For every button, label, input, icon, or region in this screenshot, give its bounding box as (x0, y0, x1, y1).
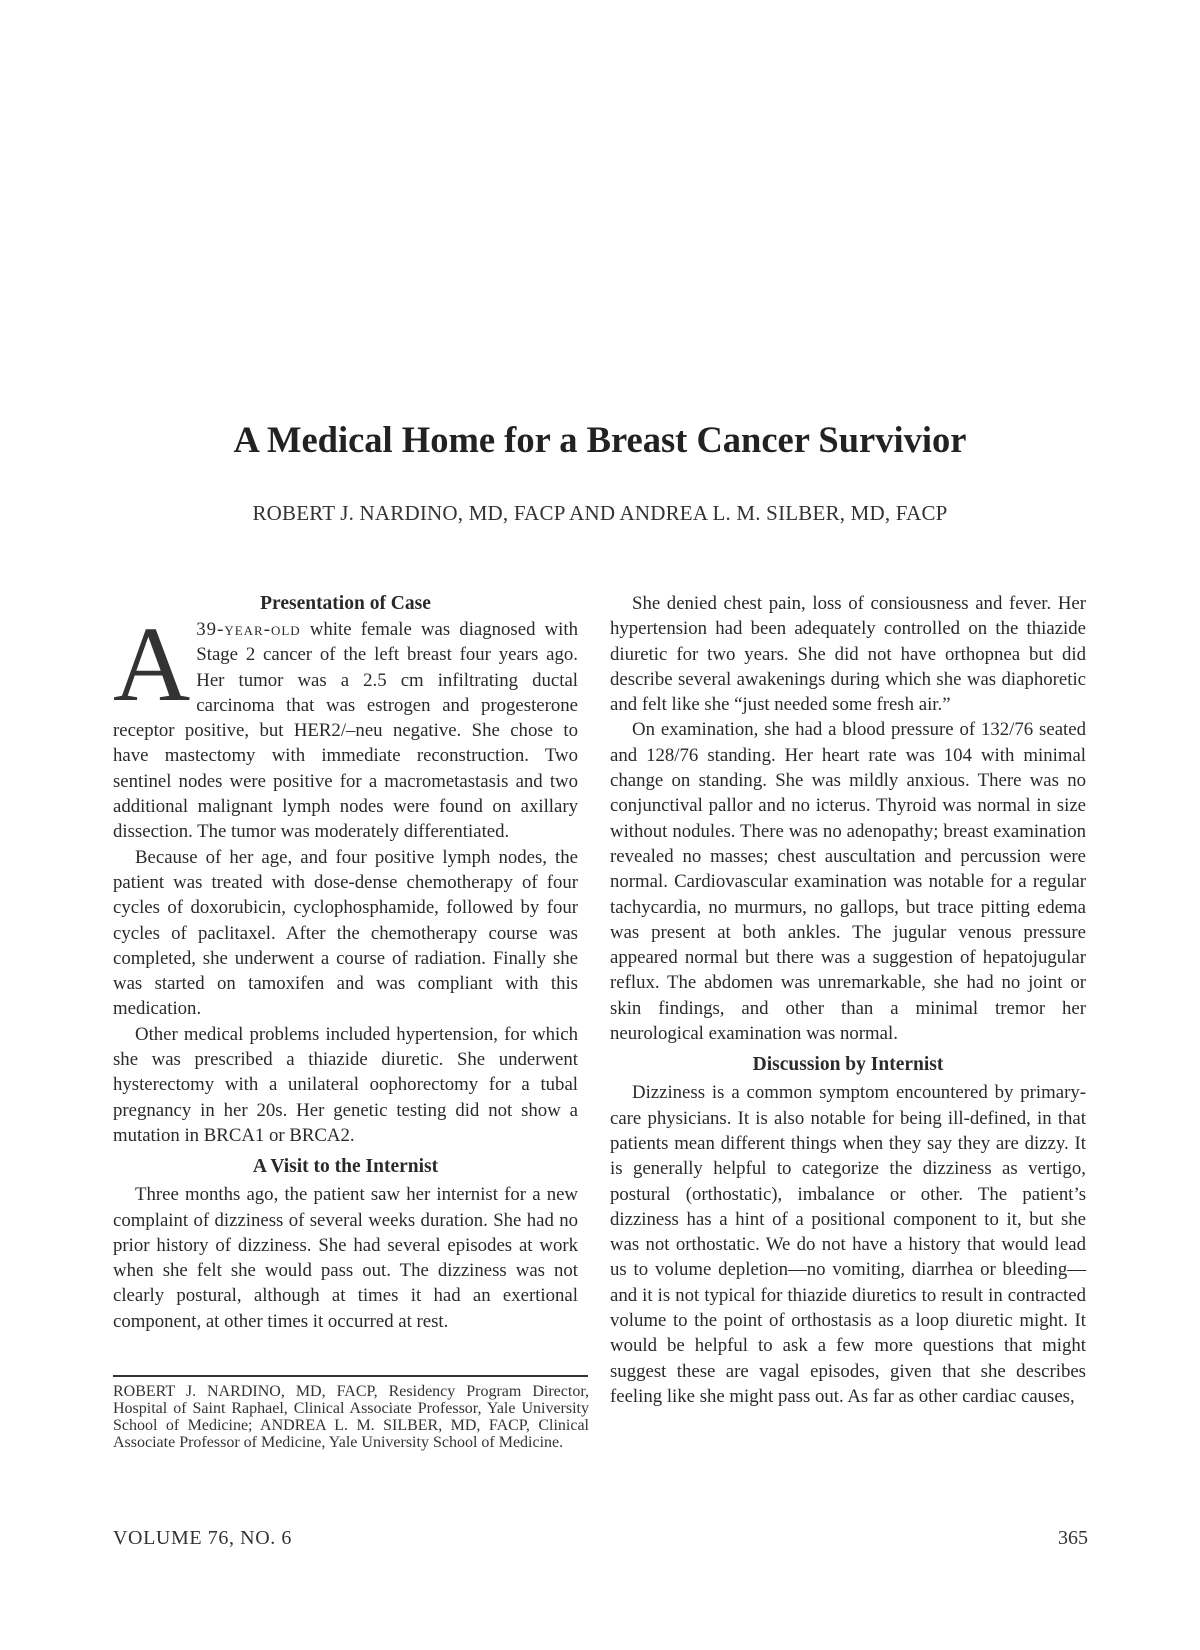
journal-volume: VOLUME 76, NO. 6 (113, 1527, 293, 1549)
author-footnote: ROBERT J. NARDINO, MD, FACP, Residency Program Director, Hospital of Saint Raphael, Clinical Associate Professor, Yale University School of Medicine; ANDREA L. M. SILBER, MD, FACP, Clinical Associate Professor of Medicine, Yale University School of Medicine. (113, 1383, 589, 1451)
paragraph-discussion: Dizziness is a common symptom encountered by primary-care physicians. It is also notable for being ill-defined, in that patients mean different things when they say they are dizzy. It is generally helpful to categorize the dizziness as vertigo, postural (orthostatic), imbalance or other. The patient’s dizziness has a hint of a positional component to it, but she was not orthostatic. We do not have a history that would lead us to volume depletion—no vomiting, diarrhea or bleeding—and it is not typical for thiazide diuretics to result in contracted volume to the point of orthostasis as a loop diuretic might. It would be helpful to ask a few more questions that might suggest these are vagal episodes, given that she describes feeling like she might pass out. As far as other cardiac causes, (610, 1082, 1086, 1407)
paragraph-visit: Three months ago, the patient saw her internist for a new complaint of dizziness of several weeks duration. She had no prior history of dizziness. She had several episodes at work when she felt she would pass out. The dizziness was not clearly postural, although at times it had an exertional component, at other times it occurred at rest. (113, 1184, 578, 1332)
opening-smallcaps: 39-year-old (196, 619, 301, 640)
drop-cap: A (113, 606, 191, 724)
section-heading-discussion: Discussion by Internist (752, 1054, 944, 1076)
article-authors: ROBERT J. NARDINO, MD, FACP AND ANDREA L. M. SILBER, MD, FACP (252, 501, 948, 525)
paragraph-case-intro (113, 606, 578, 845)
section-heading-visit: A Visit to the Internist (252, 1156, 439, 1178)
paragraph-text: white female was diagnosed with Stage 2 cancer of the left breast four years ago. Her tumor was a 2.5 cm infiltrating ductal carcinoma that was estrogen and progesterone receptor positive, but HER2/–neu negative. She chose to have mastectomy with immediate reconstruction. Two sentinel nodes were positive for a macrometastasis and two additional malignant lymph nodes were found on axillary dissection. The tumor was moderately differentiated. (113, 619, 578, 843)
article-title: A Medical Home for a Breast Cancer Survivior (233, 419, 967, 460)
right-column (610, 591, 1086, 1409)
paragraph-examination: On examination, she had a blood pressure of 132/76 seated and 128/76 standing. Her heart rate was 104 with minimal change on standing. She was mildly anxious. There was no conjunctival pallor and no icterus. Thyroid was normal in size without nodules. There was no adenopathy; breast examination revealed no masses; chest auscultation and percussion were normal. Cardiovascular examination was notable for a regular tachycardia, no murmurs, no gallops, but trace pitting edema was present at both ankles. The jugular venous pressure appeared normal but there was a suggestion of hepatojugular reflux. The abdomen was unremarkable, she had no joint or skin findings, and other than a minimal tremor her neurological examination was normal. (610, 719, 1086, 1045)
footnote-rule (113, 1375, 588, 1377)
paragraph-symptoms: She denied chest pain, loss of consiousness and fever. Her hypertension had been adequately controlled on the thiazide diuretic for two years. She did not have orthopnea but did describe several awakenings during which she was diaphoretic and felt like she “just needed some fresh air.” (610, 593, 1086, 716)
paragraph-medical-history: Other medical problems included hypertension, for which she was prescribed a thiazide diuretic. She underwent hysterectomy with a unilateral oophorectomy for a tubal pregnancy in her 20s. Her genetic testing did not show a mutation in BRCA1 or BRCA2. (113, 1023, 578, 1146)
paragraph-treatment: Because of her age, and four positive lymph nodes, the patient was treated with dose-dense chemotherapy of four cycles of doxorubicin, cyclophosphamide, followed by four cycles of paclitaxel. After the chemotherapy course was completed, she underwent a course of radiation. Finally she was started on tamoxifen and was compliant with this medication. (113, 846, 578, 1020)
section-heading-presentation: Presentation of Case (260, 593, 431, 614)
page-number: 365 (1058, 1527, 1088, 1549)
left-column (113, 591, 578, 1334)
